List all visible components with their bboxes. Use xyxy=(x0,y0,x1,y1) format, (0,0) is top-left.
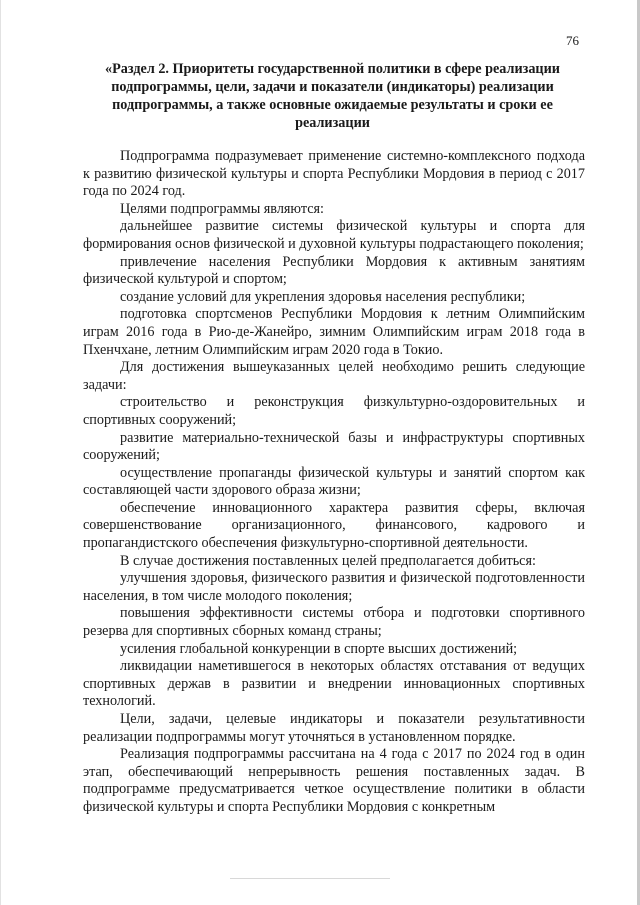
section-heading: «Раздел 2. Приоритеты государственной политики в сфере реализации подпрограммы, цели, задачи и показатели (индикаторы) реализации подпрограммы, а также основные ожидаемые результаты и сроки ее реализации xyxy=(105,61,560,131)
paragraph-goal-3: создание условий для укрепления здоровья населения республики; xyxy=(120,288,526,305)
paragraph-task-3: осуществление пропаганды физической культуры и занятий спортом как составляющей части здорового образа жизни; xyxy=(83,464,585,499)
paragraph-goal-4: подготовка спортсменов Республики Мордовия к летним Олимпийским играм 2016 года в Рио-де-Жанейро, зимним Олимпийским играм 2018 года в Пхенчхане, летним Олимпийским играм 2020 года в Токио. xyxy=(83,306,585,358)
paragraph-result-2: повышения эффективности системы отбора и подготовки спортивного резерва для спортивных сборных команд страны; xyxy=(83,605,585,640)
paragraph-result-4: ликвидации наметившегося в некоторых областях отставания от ведущих спортивных держав в развитии и внедрении инновационных спортивных технологий. xyxy=(83,658,585,710)
paragraph-goals-heading: Целями подпрограммы являются: xyxy=(120,200,324,217)
paragraph-implementation: Реализация подпрограммы рассчитана на 4 года с 2017 по 2024 год в один этап, обеспечивающий непрерывность решения поставленных задач. В подпрограмме предусматривается четкое осуществление политики в области физической культуры и спорта Республики Мордовия с конкретным xyxy=(83,746,585,815)
paragraph-refinement: Цели, задачи, целевые индикаторы и показатели результативности реализации подпрограммы могут уточняться в установленном порядке. xyxy=(83,711,585,745)
paragraph-goal-1: дальнейшее развитие системы физической культуры и спорта для формирования основ физической и духовной культуры подрастающего поколения; xyxy=(83,218,585,252)
paragraph-results-heading: В случае достижения поставленных целей предполагается добиться: xyxy=(120,552,536,569)
paragraph-tasks-heading: Для достижения вышеуказанных целей необходимо решить следующие задачи: xyxy=(83,359,585,393)
page-number: 76 xyxy=(566,33,579,48)
paragraph-result-3: усиления глобальной конкуренции в спорте высших достижений; xyxy=(120,640,518,657)
document-body xyxy=(83,148,585,817)
paragraph-result-1: улучшения здоровья, физического развития и физической подготовленности населения, в том числе молодого поколения; xyxy=(83,570,585,604)
paragraph-intro: Подпрограмма подразумевает применение системно-комплексного подхода к развитию физической культуры и спорта Республики Мордовия в период с 2017 года по 2024 год. xyxy=(83,148,585,200)
scan-left-edge xyxy=(0,0,1,905)
scan-bottom-mark xyxy=(230,878,390,879)
paragraph-task-2: развитие материально-технической базы и инфраструктуры спортивных сооружений; xyxy=(83,429,585,464)
paragraph-task-4: обеспечение инновационного характера развития сферы, включая совершенствование организационного, финансового, кадрового и пропагандистского обеспечения физкультурно-спортивной деятельности. xyxy=(83,499,585,552)
paragraph-goal-2: привлечение населения Республики Мордовия к активным занятиям физической культурой и спортом; xyxy=(83,253,585,288)
paragraph-task-1: строительство и реконструкция физкультурно-оздоровительных и спортивных сооружений; xyxy=(83,394,585,428)
